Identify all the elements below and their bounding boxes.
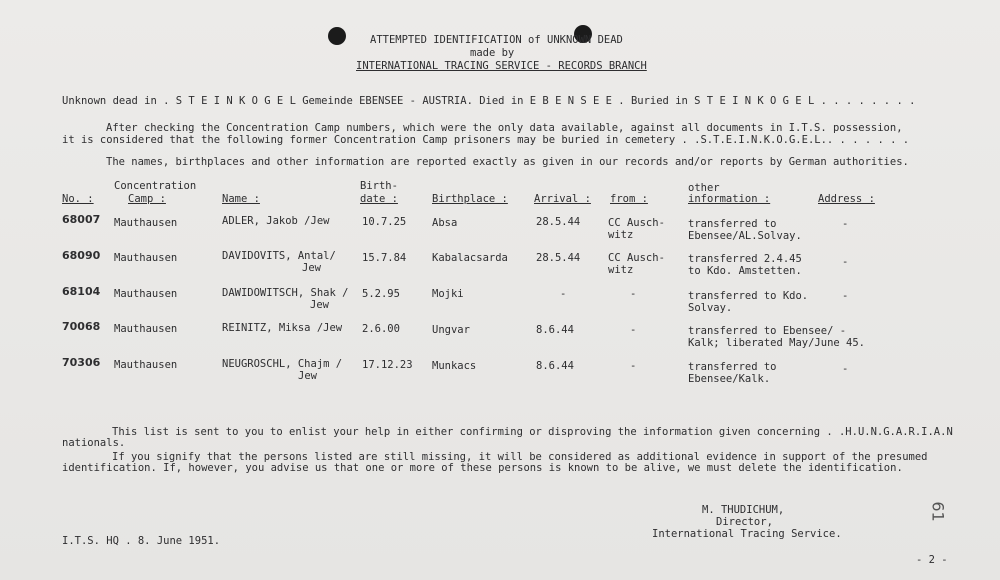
col-other-l1: other <box>688 182 720 194</box>
footer-place-date: I.T.S. HQ . 8. June 1951. <box>62 535 221 547</box>
row-birth: 5.2.95 <box>362 288 400 300</box>
page-number: - 2 - <box>916 554 948 566</box>
row-from: - <box>630 360 637 372</box>
para2: The names, birthplaces and other information are reported exactly as given in our records and/or reports by German authorities. <box>106 156 909 168</box>
row-info-2: Kalk; liberated May/June 45. <box>688 337 866 349</box>
row-info: transferred to <box>688 361 777 373</box>
row-birth: 10.7.25 <box>362 216 407 228</box>
punch-hole-left <box>328 27 346 45</box>
row-info: transferred to Kdo. <box>688 290 809 302</box>
row-no: 68007 <box>62 213 101 226</box>
para1-line2: it is considered that the following former Concentration Camp prisoners may be buried in cemetery . .S.T.E.I.N.K.O.G.E.L.. . . . . . . <box>62 134 910 146</box>
row-from: CC Ausch- <box>608 217 665 229</box>
col-name: Name : <box>222 193 260 205</box>
location-line: Unknown dead in . S T E I N K O G E L Gemeinde EBENSEE - AUSTRIA. Died in E B E N S E E . Buried in S T E I N K O G E L . . . . . . . . <box>62 95 916 107</box>
signature-name: M. THUDICHUM, <box>702 504 785 516</box>
row-camp: Mauthausen <box>114 288 178 300</box>
closing-line1: This list is sent to you to enlist your help in either confirming or disproving the information given concerning . .H.U.N.G.A.R.I.A.N <box>112 426 953 438</box>
row-arrival: 8.6.44 <box>536 324 574 336</box>
col-birth-l1: Birth- <box>360 180 398 192</box>
row-no: 68090 <box>62 249 101 262</box>
row-from: - <box>630 324 637 336</box>
row-name: DAVIDOVITS, Antal/ <box>222 250 336 262</box>
col-address: Address : <box>818 193 875 205</box>
col-from: from : <box>610 193 648 205</box>
row-camp: Mauthausen <box>114 359 178 371</box>
col-other-l2: information : <box>688 193 771 205</box>
row-name: NEUGROSCHL, Chajm / <box>222 358 343 370</box>
para1-line1: After checking the Concentration Camp numbers, which were the only data available, against all documents in I.T.S. possession, <box>106 122 903 134</box>
row-from: - <box>630 288 637 300</box>
row-name-2: Jew <box>298 370 317 382</box>
col-birthplace: Birthplace : <box>432 193 508 205</box>
row-arrival: 28.5.44 <box>536 252 581 264</box>
row-from: CC Ausch- <box>608 252 665 264</box>
row-address: - <box>842 290 849 302</box>
row-address: - <box>842 218 849 230</box>
header-title: ATTEMPTED IDENTIFICATION of UNKNOWN DEAD <box>370 34 623 46</box>
closing-line2: nationals. <box>62 437 126 449</box>
row-info: transferred 2.4.45 <box>688 253 802 265</box>
row-arrival: 8.6.44 <box>536 360 574 372</box>
row-arrival: - <box>560 288 567 300</box>
row-birth: 2.6.00 <box>362 323 400 335</box>
row-arrival: 28.5.44 <box>536 216 581 228</box>
signature-title: Director, <box>716 516 773 528</box>
row-birth: 15.7.84 <box>362 252 407 264</box>
row-info-2: Ebensee/AL.Solvay. <box>688 230 802 242</box>
col-camp-l1: Concentration <box>114 180 197 192</box>
closing-line4: identification. If, however, you advise us that one or more of these persons is known to be alive, we must delete the identification. <box>62 462 903 474</box>
row-info-2: Ebensee/Kalk. <box>688 373 771 385</box>
row-birthplace: Mojki <box>432 288 464 300</box>
row-name: REINITZ, Miksa /Jew <box>222 322 343 334</box>
row-camp: Mauthausen <box>114 323 178 335</box>
row-birthplace: Munkacs <box>432 360 477 372</box>
closing-line3: If you signify that the persons listed are still missing, it will be considered as additional evidence in support of the presumed <box>112 451 928 463</box>
row-address: - <box>842 256 849 268</box>
row-camp: Mauthausen <box>114 252 178 264</box>
col-birth-l2: date : <box>360 193 398 205</box>
row-birthplace: Ungvar <box>432 324 470 336</box>
row-birthplace: Kabalacsarda <box>432 252 508 264</box>
row-no: 68104 <box>62 285 101 298</box>
col-no: No. : <box>62 193 94 205</box>
header-org: INTERNATIONAL TRACING SERVICE - RECORDS BRANCH <box>356 60 647 72</box>
col-camp-l2: Camp : <box>128 193 166 205</box>
row-info-2: to Kdo. Amstetten. <box>688 265 802 277</box>
row-no: 70306 <box>62 356 101 369</box>
row-camp: Mauthausen <box>114 217 178 229</box>
row-no: 70068 <box>62 320 101 333</box>
row-info: transferred to Ebensee/ - <box>688 325 847 337</box>
row-from-2: witz <box>608 264 634 276</box>
row-info-2: Solvay. <box>688 302 733 314</box>
row-birth: 17.12.23 <box>362 359 413 371</box>
row-address: - <box>842 363 849 375</box>
row-name-2: Jew <box>302 262 321 274</box>
row-birthplace: Absa <box>432 217 458 229</box>
archive-side-mark: 61 <box>928 501 948 522</box>
row-from-2: witz <box>608 229 634 241</box>
row-name: DAWIDOWITSCH, Shak / <box>222 287 349 299</box>
row-name: ADLER, Jakob /Jew <box>222 215 330 227</box>
signature-org: International Tracing Service. <box>652 528 842 540</box>
col-arrival: Arrival : <box>534 193 591 205</box>
row-info: transferred to <box>688 218 777 230</box>
row-name-2: Jew <box>310 299 329 311</box>
header-madeby: made by <box>470 47 515 59</box>
